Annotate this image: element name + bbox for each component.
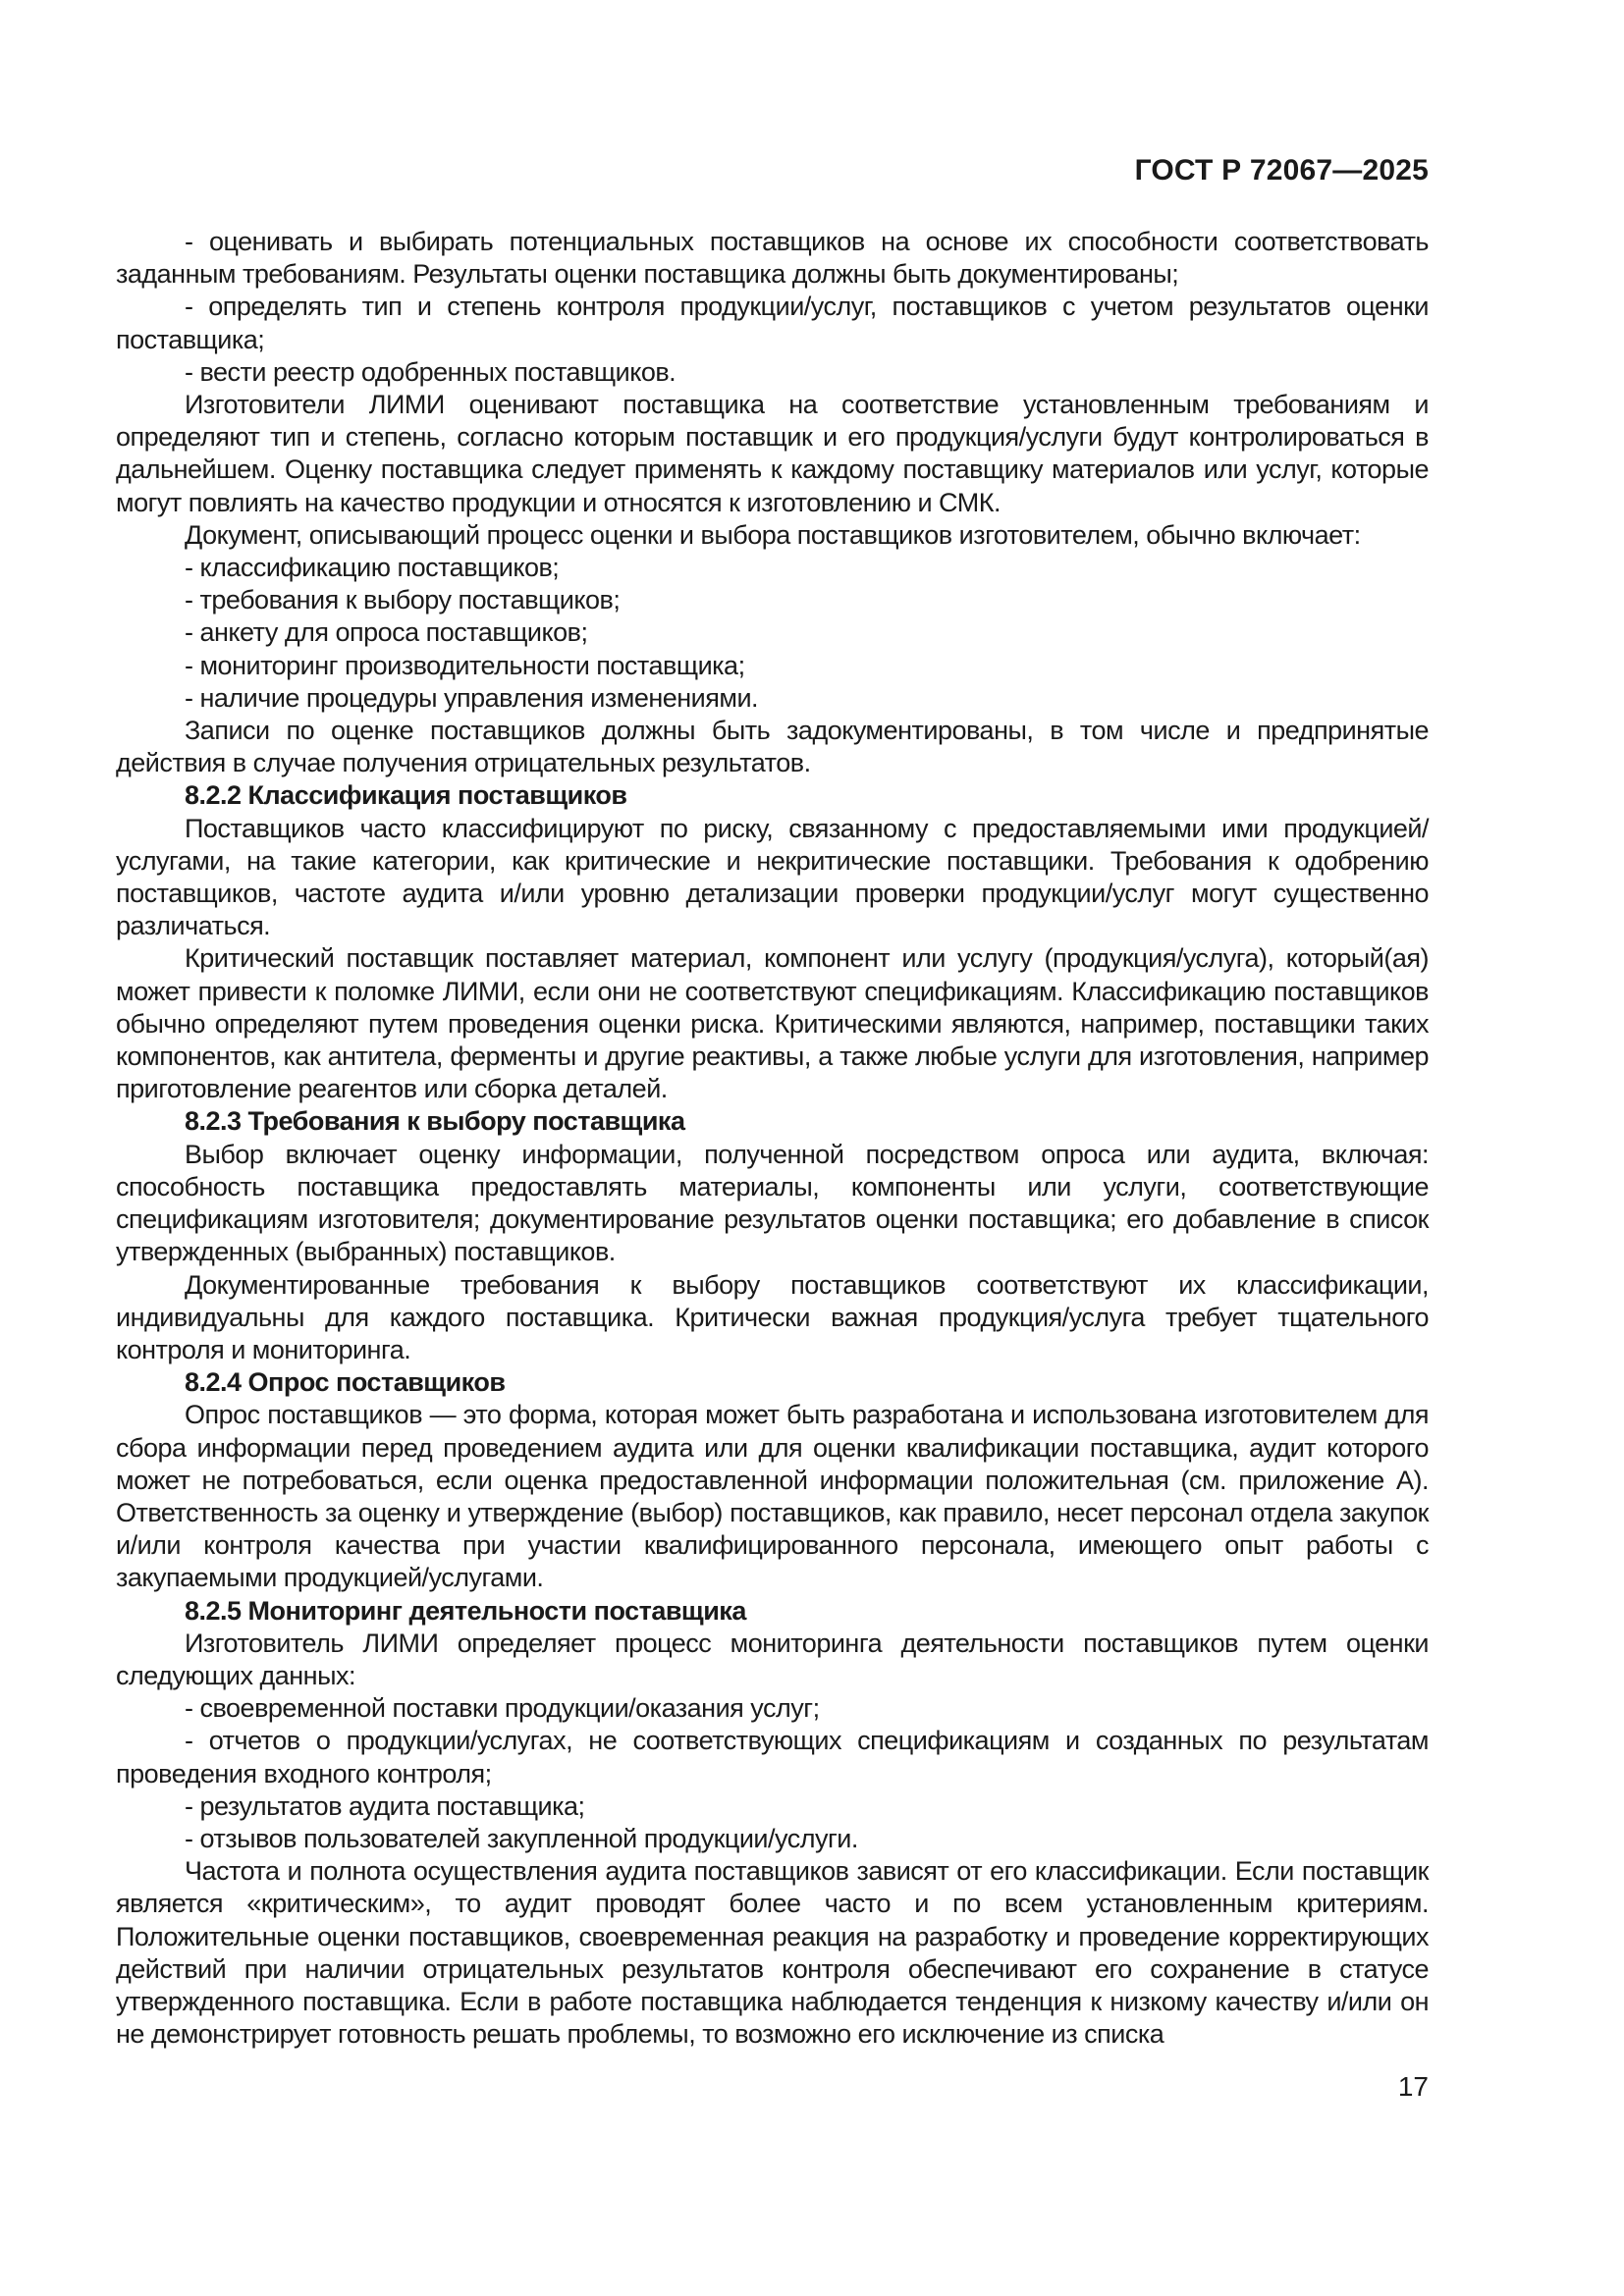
paragraph: Записи по оценке поставщиков должны быть задокументированы, в том числе и предпринятые действия в случае получения отрицательных результатов. [116,716,1429,778]
list-item: - требования к выбору поставщиков; [185,585,621,615]
document-header: ГОСТ Р 72067—2025 [1134,154,1429,187]
list-item: - определять тип и степень контроля продукции/услуг, поставщиков с учетом результатов оценки поставщика; [116,292,1429,354]
heading-8-2-5: 8.2.5 Мониторинг деятельности поставщика [185,1595,746,1626]
list-item: - результатов аудита поставщика; [185,1790,585,1821]
paragraph: Частота и полнота осуществления аудита поставщиков зависят от его классификации. Если поставщик является «критическим», то аудит проводят более часто и по всем установленным критериям. Положительные оценки поставщиков, своевременная реакция на разработку и проведение корректирующих действий при наличии отрицательных результатов контроля обеспечивают его сохранение в статусе утвержденного поставщика. Если в работе поставщика наблюдается тенденция к низкому качеству и/или он не демонстрирует готовность решать проблемы, то возможно его исключение из списка [116,1856,1429,2050]
paragraph: Опрос поставщиков — это форма, которая может быть разработана и использована изготовителем для сбора информации перед проведением аудита или для оценки квалификации поставщика, аудит которого может не потребоваться, если оценка предоставленной информации положительная (см. приложение А). Ответственность за оценку и утверждение (выбор) поставщиков, как правило, несет персонал отдела закупок и/или контроля качества при участии квалифицированного персонала, имеющего опыт работы с закупаемыми продукцией/услугами. [116,1400,1429,1593]
list-item: - мониторинг производительности поставщика; [185,650,745,680]
list-item: - отчетов о продукции/услугах, не соответствующих спецификациям и созданных по результатам проведения входного контроля; [116,1726,1429,1789]
list-item: - классификацию поставщиков; [185,553,560,583]
heading-8-2-2: 8.2.2 Классификация поставщиков [185,780,627,811]
page-number: 17 [1397,2071,1429,2102]
document-body [116,226,1429,2051]
heading-8-2-4: 8.2.4 Опрос поставщиков [185,1367,506,1398]
heading-8-2-3: 8.2.3 Требования к выбору поставщика [185,1106,685,1137]
paragraph: Изготовители ЛИМИ оценивают поставщика на соответствие установленным требованиям и определяют тип и степень, согласно которым поставщик и его продукция/услуги будут контролироваться в дальнейшем. Оценку поставщика следует применять к каждому поставщику материалов или услуг, которые могут повлиять на качество продукции и относятся к изготовлению и СМК. [116,390,1429,517]
list-item: - вести реестр одобренных поставщиков. [185,356,677,387]
paragraph: Поставщиков часто классифицируют по риску, связанному с предоставляемыми ими продукцией/услугами, на такие категории, как критические и некритические поставщики. Требования к одобрению поставщиков, частоте аудита и/или уровню детализации проверки продукции/услуг могут существенно различаться. [116,813,1429,941]
paragraph: Документированные требования к выбору поставщиков соответствуют их классификации, индивидуальны для каждого поставщика. Критически важная продукция/услуга требует тщательного контроля и мониторинга. [116,1269,1429,1364]
paragraph: Документ, описывающий процесс оценки и выбора поставщиков изготовителем, обычно включает: [185,519,1361,550]
paragraph: Изготовитель ЛИМИ определяет процесс мониторинга деятельности поставщиков путем оценки следующих данных: [116,1628,1429,1690]
list-item: - оценивать и выбирать потенциальных поставщиков на основе их способности соответствовать заданным требованиям. Результаты оценки поставщика должны быть документированы; [116,227,1429,290]
list-item: - анкету для опроса поставщиков; [185,617,588,648]
list-item: - наличие процедуры управления изменениями. [185,682,759,713]
list-item: - отзывов пользователей закупленной продукции/услуги. [185,1823,858,1853]
list-item: - своевременной поставки продукции/оказания услуг; [185,1693,820,1724]
paragraph: Критический поставщик поставляет материал, компонент или услугу (продукция/услуга), который(ая) может привести к поломке ЛИМИ, если они не соответствуют спецификациям. Классификацию поставщиков обычно определяют путем проведения оценки риска. Критическими являются, например, поставщики таких компонентов, как антитела, ферменты и другие реактивы, а также любые услуги для изготовления, например приготовление реагентов или сборка деталей. [116,943,1429,1104]
paragraph: Выбор включает оценку информации, полученной посредством опроса или аудита, включая: способность поставщика предоставлять материалы, компоненты или услуги, соответствующие спецификациям изготовителя; документирование результатов оценки поставщика; его добавление в список утвержденных (выбранных) поставщиков. [116,1139,1429,1267]
